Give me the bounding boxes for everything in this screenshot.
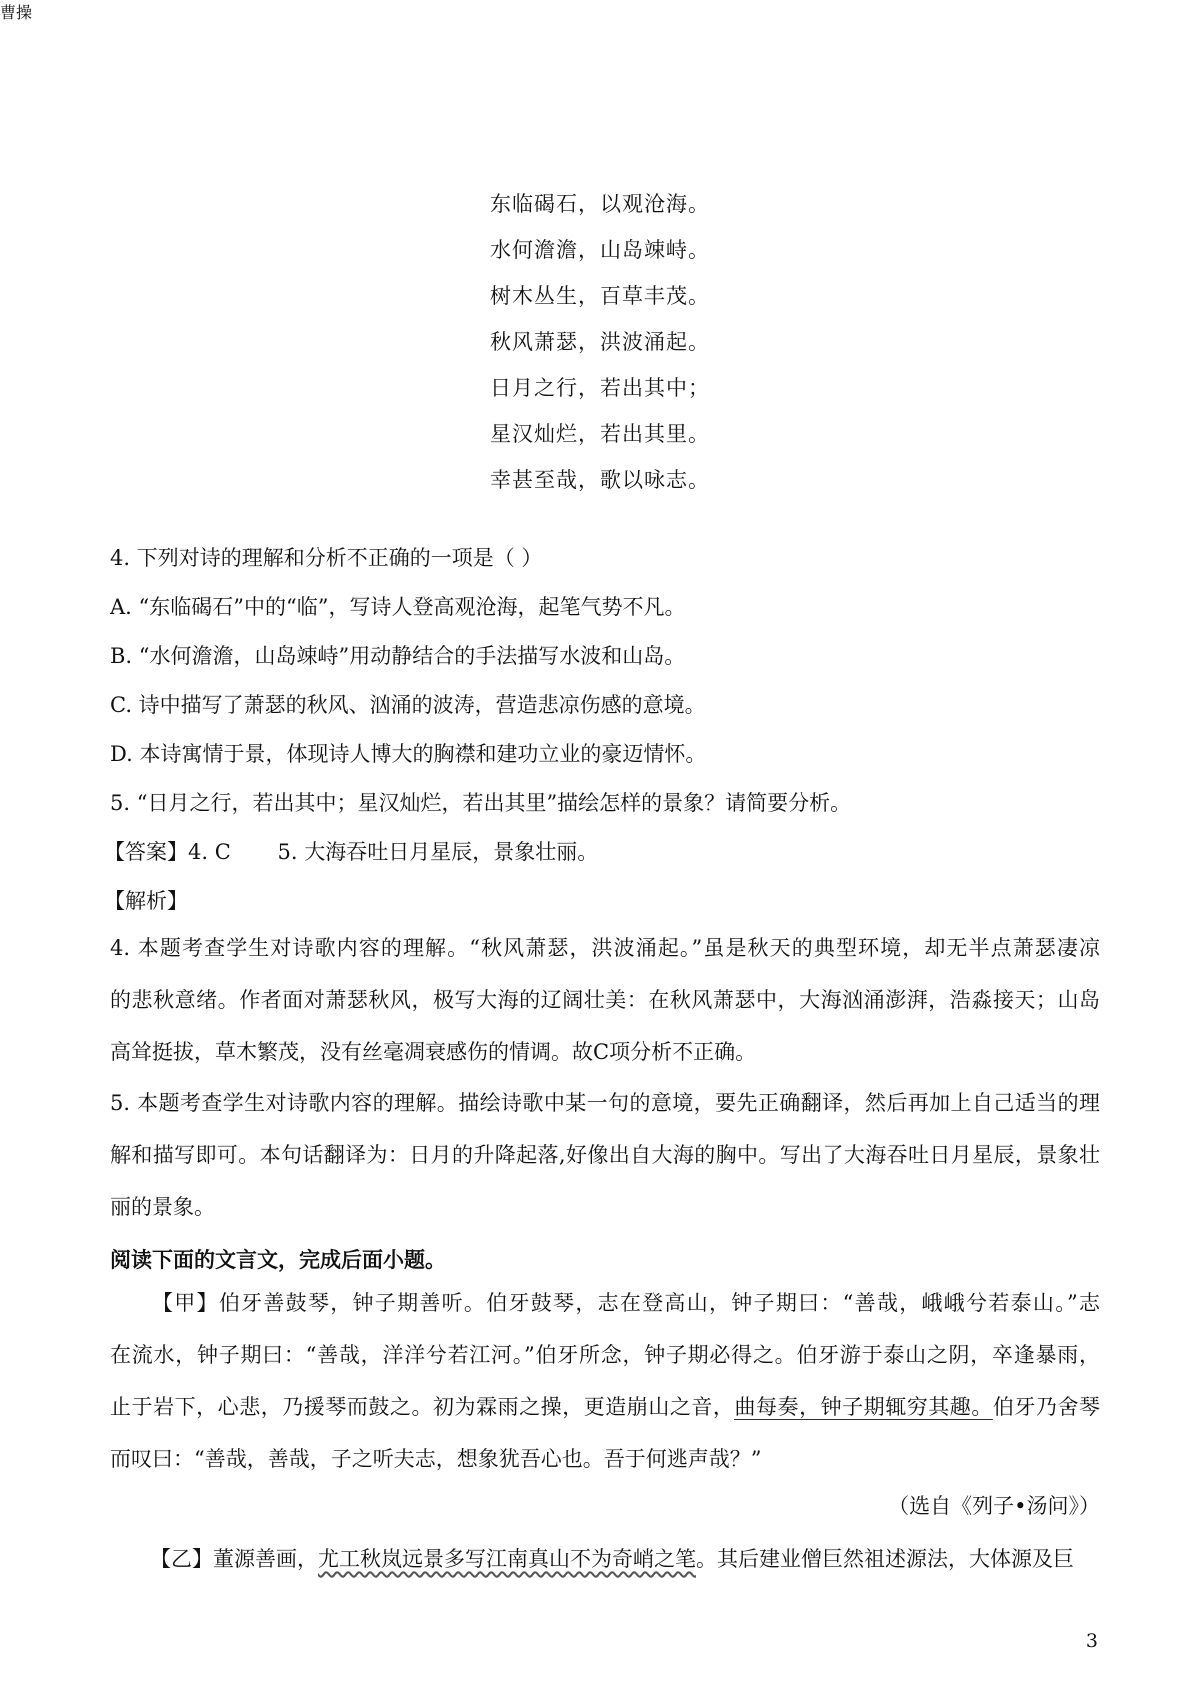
text-line: 高耸挺拔，草木繁茂，没有丝毫凋衰感伤的情调。故C项分析不正确。 bbox=[110, 1040, 757, 1064]
answer-label: 【答案】 bbox=[104, 840, 188, 864]
wavy-underlined-sentence: 尤工秋岚远景多写江南真山不为奇峭之笔 bbox=[318, 1547, 696, 1571]
question-5-stem: 5. “日月之行，若出其中；星汉灿烂，若出其里”描绘怎样的景象？请简要分析。 bbox=[110, 791, 852, 815]
text-line: 丽的景象。 bbox=[110, 1195, 215, 1219]
text-segment: 逢暴雨， bbox=[1013, 1343, 1101, 1367]
passage-jia bbox=[110, 1277, 1100, 1485]
analysis-paragraph-4 bbox=[110, 922, 1100, 1078]
option-a: A. “东临碣石”中的“临”，写诗人登高观沧海，起笔气势不凡。 bbox=[110, 595, 686, 619]
poem bbox=[0, 0, 1200, 492]
text-segment: 。其后建业僧巨然祖述源法，大体源及巨 bbox=[696, 1547, 1074, 1571]
text-line: 而叹曰：“善哉，善哉，子之听夫志，想象犹吾心也。吾于何逃声哉？” bbox=[110, 1447, 762, 1471]
text-segment: 琴 bbox=[1079, 1395, 1101, 1419]
text-segment: 止于岩下，心悲，乃援琴而鼓之。初为霖雨之操，更造崩山之音， bbox=[110, 1395, 735, 1419]
analysis-label: 【解析】 bbox=[104, 889, 188, 913]
poem-author: 曹操 bbox=[0, 3, 33, 22]
text-segment: 【乙】董源善画， bbox=[150, 1547, 318, 1571]
option-c: C. 诗中描写了萧瑟的秋风、汹涌的波涛，营造悲凉伤感的意境。 bbox=[110, 693, 706, 717]
poem-line: 树木丛生，百草丰茂。 bbox=[490, 284, 710, 308]
poem-line: 秋风萧瑟，洪波涌起。 bbox=[490, 330, 710, 354]
text-line: 5. 本题考查学生对诗歌内容的理解。描绘诗歌中某一句的意境，要先正确翻译，然后再加上自己适当的理 bbox=[110, 1091, 1100, 1115]
text-line: 4. 本题考查学生对诗歌内容的理解。“秋风萧瑟，洪波涌起。”虽是秋天的典型环境，却无半点萧瑟凄凉 bbox=[110, 936, 1100, 960]
text-line bbox=[110, 1329, 1100, 1381]
poem-line: 幸甚至哉，歌以咏志。 bbox=[490, 468, 710, 492]
analysis-paragraph-5 bbox=[110, 1077, 1100, 1233]
page-number: 3 bbox=[1085, 1630, 1098, 1652]
passage-source: （选自《列子•汤问》） bbox=[888, 1494, 1100, 1518]
poem-line: 东临碣石，以观沧海。 bbox=[490, 192, 710, 216]
question-4-stem: 4. 下列对诗的理解和分析不正确的一项是（ ） bbox=[110, 546, 543, 570]
passage-yi bbox=[150, 1544, 1140, 1574]
poem-line: 水何澹澹，山岛竦峙。 bbox=[490, 238, 710, 262]
option-d: D. 本诗寓情于景，体现诗人博大的胸襟和建功立业的豪迈情怀。 bbox=[110, 742, 707, 766]
text-line: 【甲】伯牙善鼓琴，钟子期善听。伯牙鼓琴，志在登高山，钟子期曰：“善哉，峨峨兮若泰山。”志 bbox=[152, 1291, 1100, 1315]
answer bbox=[104, 837, 1094, 867]
answer-text: 4. C 5. 大海吞吐日月星辰，景象壮丽。 bbox=[188, 840, 599, 864]
reading-instruction: 阅读下面的文言文，完成后面小题。 bbox=[110, 1247, 446, 1272]
dotted-char: 卒 • bbox=[992, 1343, 1014, 1367]
text-line bbox=[110, 1381, 1100, 1433]
text-line: 的悲秋意绪。作者面对萧瑟秋风，极写大海的辽阔壮美：在秋风萧瑟中，大海汹涌澎湃，浩淼接天；山岛 bbox=[110, 988, 1100, 1012]
text-segment: 伯牙乃 bbox=[992, 1395, 1058, 1419]
dotted-char: 舍 • bbox=[1057, 1395, 1079, 1419]
poem-line: 日月之行，若出其中； bbox=[490, 376, 710, 400]
option-b: B. “水何澹澹，山岛竦峙”用动静结合的手法描写水波和山岛。 bbox=[110, 644, 686, 668]
underlined-sentence: 曲每奏，钟子期辄穷其趣。 bbox=[734, 1395, 993, 1419]
poem-line: 星汉灿烂，若出其里。 bbox=[490, 422, 710, 446]
text-segment: 在流水，钟子期曰：“善哉，洋洋兮若江河。”伯牙所念，钟子期必得之。伯牙游于泰山之阴， bbox=[110, 1343, 993, 1367]
text-line: 解和描写即可。本句话翻译为：日月的升降起落,好像出自大海的胸中。写出了大海吞吐日月星辰，景象壮 bbox=[110, 1143, 1100, 1167]
